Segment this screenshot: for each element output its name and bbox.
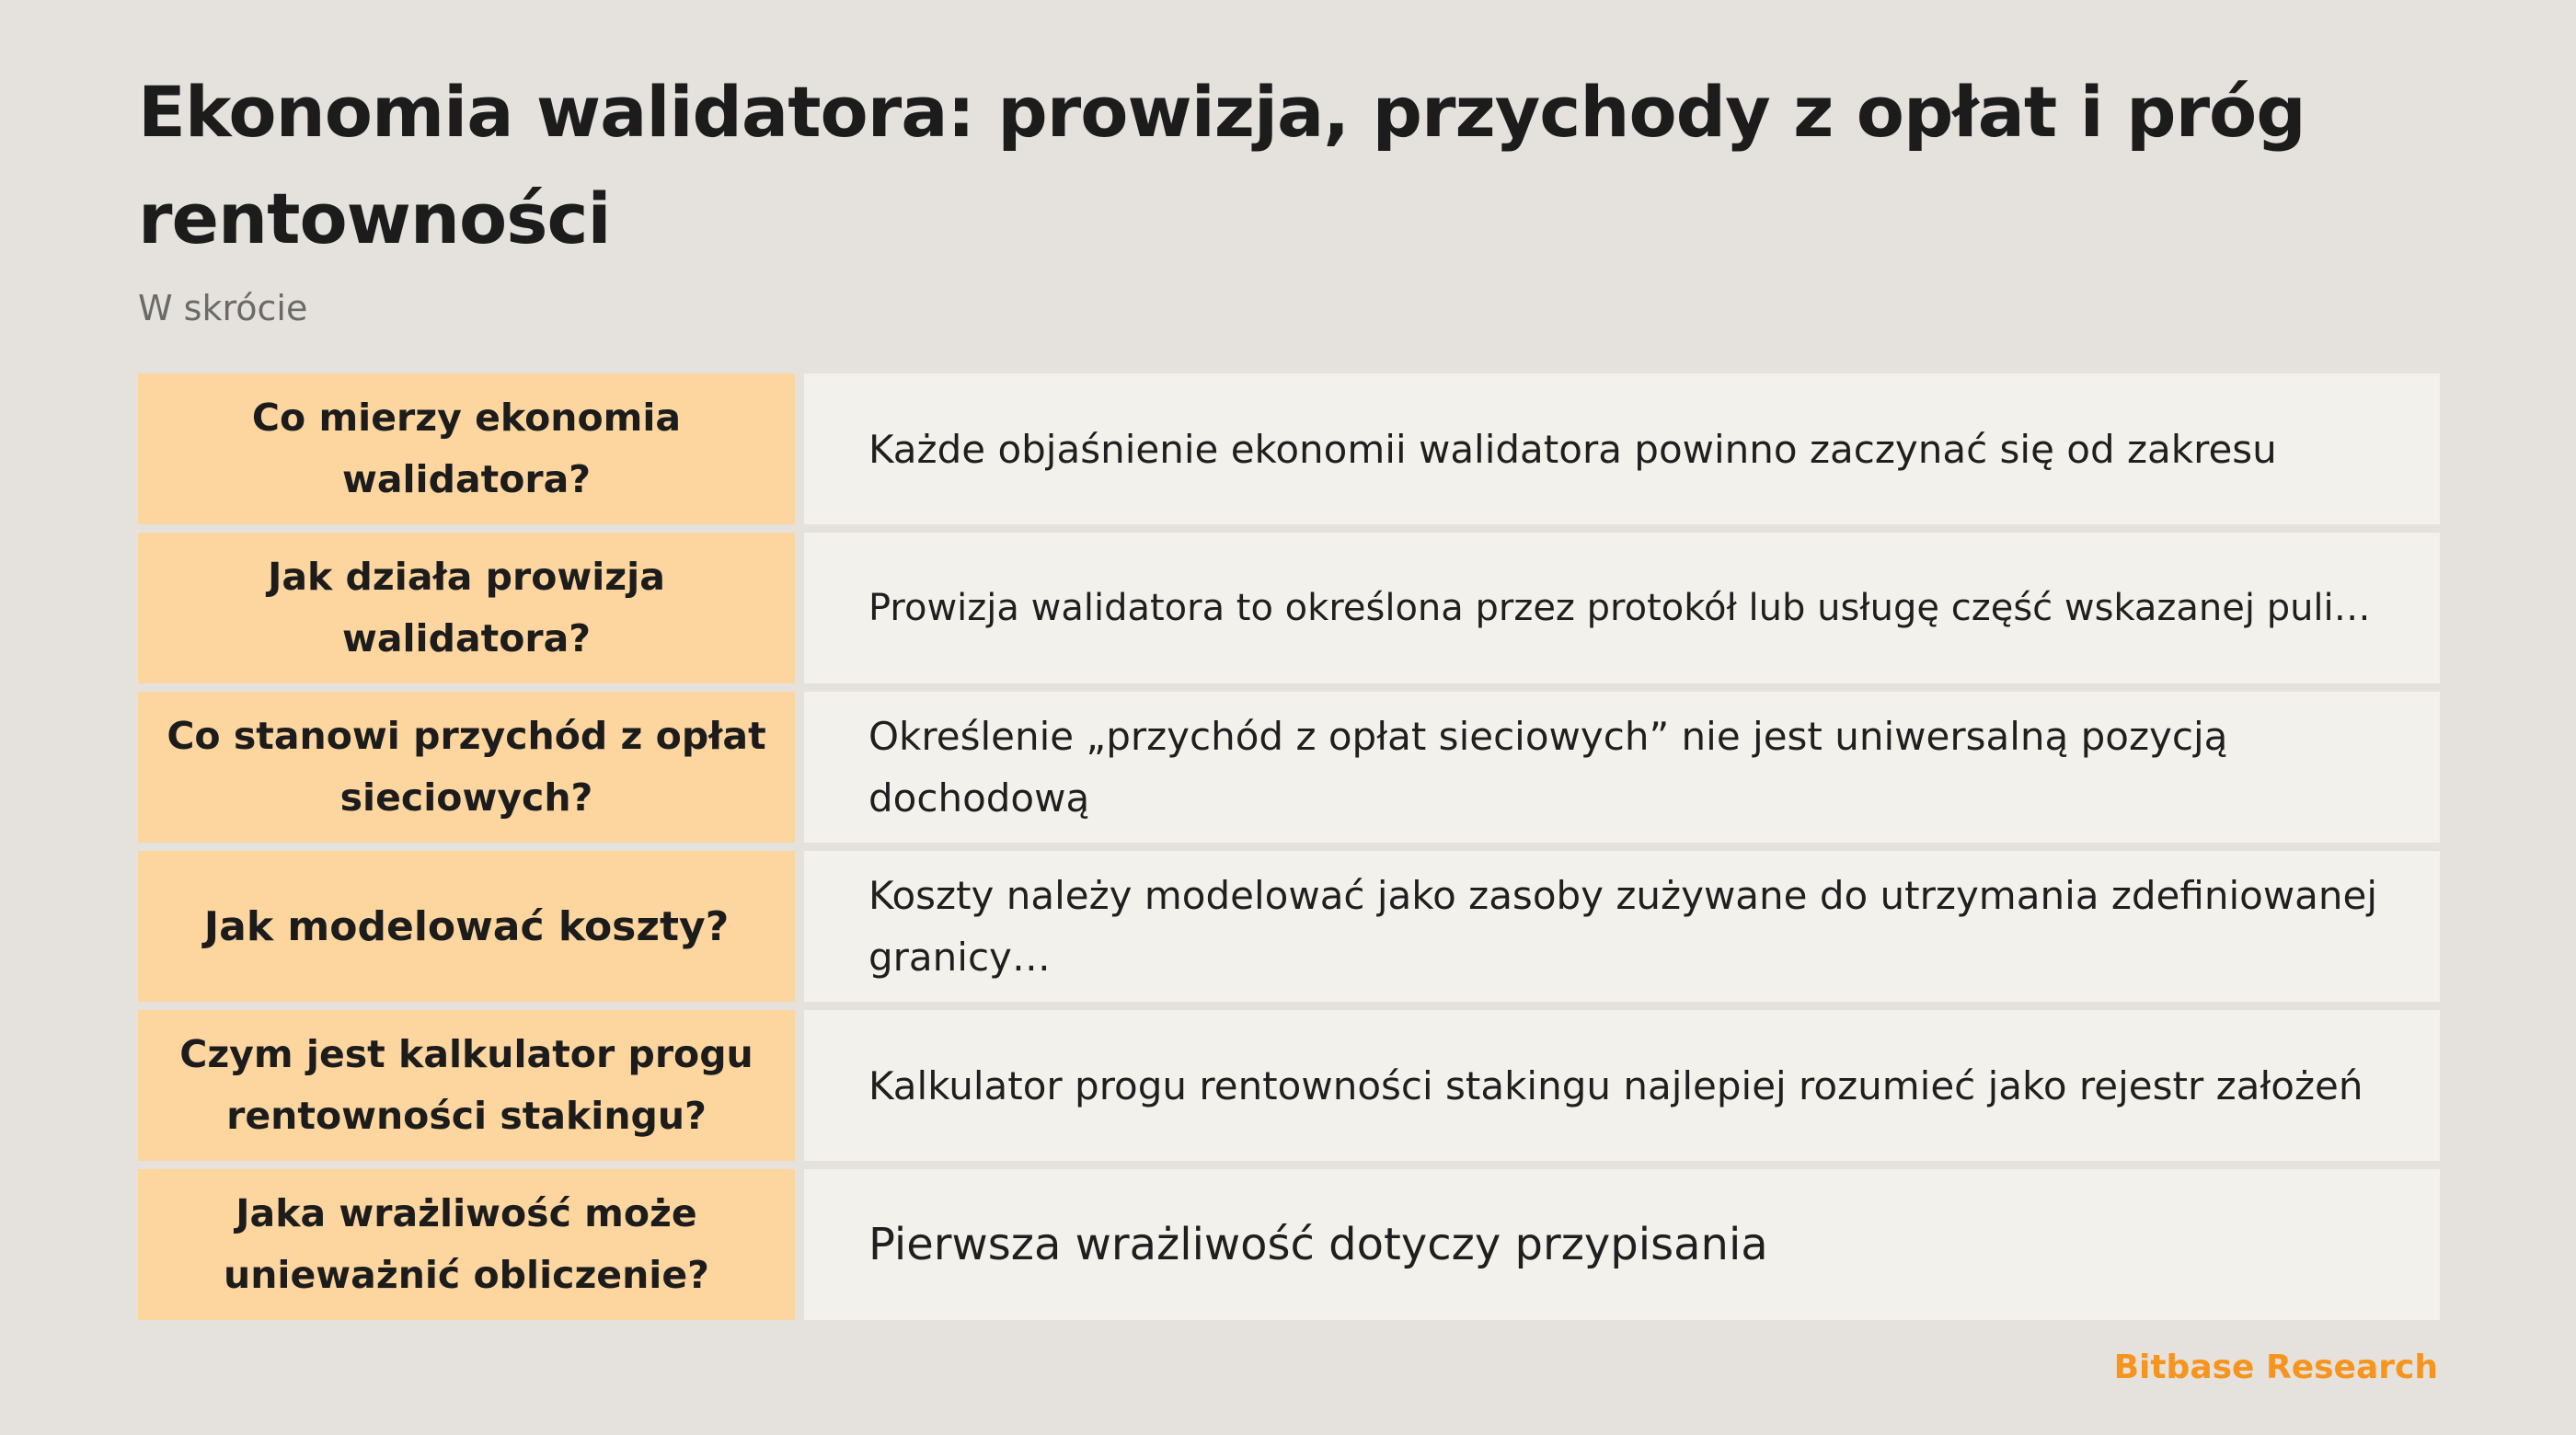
faq-answer	[804, 692, 2440, 843]
faq-row	[138, 1010, 2440, 1161]
faq-answer	[804, 1169, 2440, 1320]
faq-answer	[804, 851, 2440, 1002]
faq-row	[138, 533, 2440, 683]
faq-row	[138, 1169, 2440, 1320]
faq-table	[138, 373, 2440, 1320]
page-title: Ekonomia walidatora: prowizja, przychody z opłat i próg rentowności	[138, 71, 2306, 259]
faq-question: Co stanowi przychód z opłat sieciowych?	[138, 692, 795, 843]
faq-answer-text: Każde objaśnienie ekonomii walidatora powinno zaczynać się od zakresu	[868, 426, 2277, 472]
faq-answer-text: Określenie „przychód z opłat sieciowych” nie jest uniwersalną pozycją dochodową	[868, 714, 2228, 821]
faq-question: Czym jest kalkulator progu rentowności stakingu?	[138, 1010, 795, 1161]
faq-answer-text: Kalkulator progu rentowności stakingu najlepiej rozumieć jako rejestr założeń	[868, 1062, 2363, 1108]
faq-answer-text: Pierwsza wrażliwość dotyczy przypisania	[868, 1218, 1768, 1270]
faq-answer	[804, 373, 2440, 524]
faq-answer	[804, 533, 2440, 683]
faq-question: Jak modelować koszty?	[138, 851, 795, 1002]
faq-row	[138, 373, 2440, 524]
faq-answer	[804, 1010, 2440, 1161]
page-subtitle: W skrócie	[138, 288, 308, 328]
faq-question: Co mierzy ekonomia walidatora?	[138, 373, 795, 524]
brand-footer: Bitbase Research	[2113, 1349, 2438, 1386]
faq-row	[138, 851, 2440, 1002]
faq-question: Jaka wrażliwość może unieważnić obliczenie?	[138, 1169, 795, 1320]
faq-question: Jak działa prowizja walidatora?	[138, 533, 795, 683]
faq-answer-text: Prowizja walidatora to określona przez protokół lub usługę część wskazanej puli…	[868, 586, 2371, 629]
faq-answer-text: Koszty należy modelować jako zasoby zużywane do utrzymania zdefiniowanej granicy…	[868, 873, 2378, 980]
faq-row	[138, 692, 2440, 843]
